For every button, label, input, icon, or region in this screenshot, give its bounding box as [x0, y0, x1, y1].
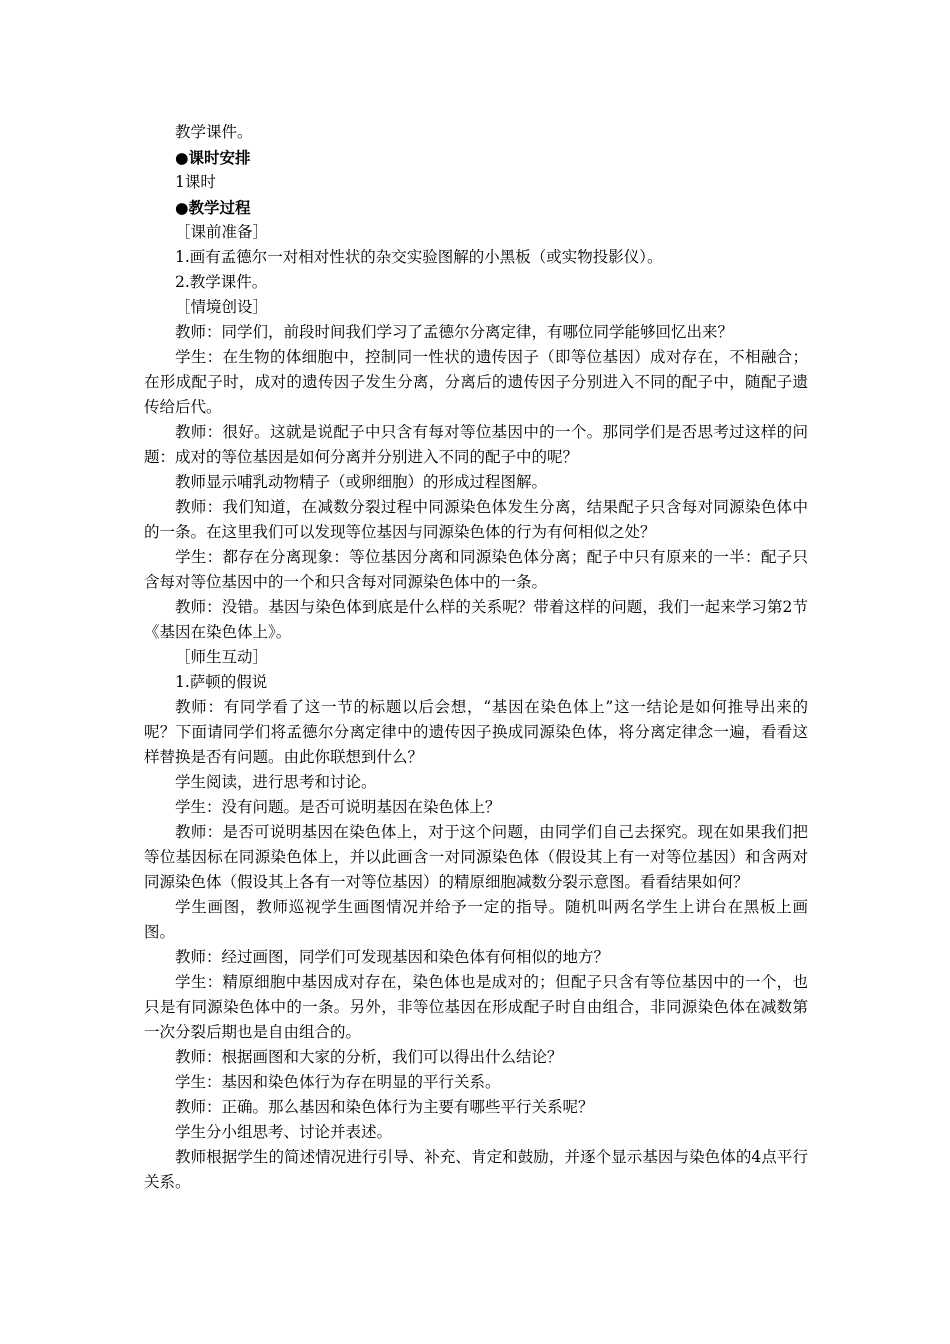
paragraph: 学生：精原细胞中基因成对存在，染色体也是成对的；但配子只含有等位基因中的一个，也只是有同源染色体中的一条。另外，非等位基因在形成配子时自由组合，非同源染色体在减数第一次分裂后期也是自由组合的。	[144, 973, 808, 1041]
paragraph: 教师：没错。基因与染色体到底是什么样的关系呢？带着这样的问题，我们一起来学习第2节《基因在染色体上》。	[144, 598, 808, 641]
paragraph: 教师：我们知道，在减数分裂过程中同源染色体发生分离，结果配子只含每对同源染色体中的一条。在这里我们可以发现等位基因与同源染色体的行为有何相似之处？	[144, 498, 808, 541]
paragraph: 学生：都存在分离现象：等位基因分离和同源染色体分离；配子中只有原来的一半：配子只含每对等位基因中的一个和只含每对同源染色体中的一条。	[144, 548, 808, 591]
paragraph: 1.画有孟德尔一对相对性状的杂交实验图解的小黑板（或实物投影仪）。	[175, 248, 663, 266]
section-heading: ●教学过程	[175, 198, 251, 217]
subsection-label: ［情境创设］	[175, 298, 269, 316]
document-page	[144, 120, 808, 1195]
paragraph: 教师：正确。那么基因和染色体行为主要有哪些平行关系呢？	[175, 1098, 594, 1116]
paragraph: 教师：有同学看了这一节的标题以后会想，“基因在染色体上”这一结论是如何推导出来的呢？下面请同学们将孟德尔分离定律中的遗传因子换成同源染色体，将分离定律念一遍，看看这样替换是否有问题。由此你联想到什么？	[144, 698, 808, 766]
paragraph: 学生：没有问题。是否可说明基因在染色体上？	[175, 798, 501, 816]
paragraph: 2.教学课件。	[175, 273, 268, 291]
paragraph: 教师根据学生的简述情况进行引导、补充、肯定和鼓励，并逐个显示基因与染色体的4点平行关系。	[144, 1148, 808, 1191]
paragraph: 教师：是否可说明基因在染色体上，对于这个问题，由同学们自己去探究。现在如果我们把等位基因标在同源染色体上，并以此画含一对同源染色体（假设其上有一对等位基因）和含两对同源染色体（假设其上各有一对等位基因）的精原细胞减数分裂示意图。看看结果如何？	[144, 823, 808, 891]
paragraph: 学生分小组思考、讨论并表述。	[175, 1123, 393, 1141]
paragraph: 教学课件。	[175, 123, 253, 141]
paragraph: 学生画图，教师巡视学生画图情况并给予一定的指导。随机叫两名学生上讲台在黑板上画图。	[144, 898, 808, 941]
section-heading: ●课时安排	[175, 148, 251, 167]
paragraph: 教师：同学们，前段时间我们学习了孟德尔分离定律，有哪位同学能够回忆出来？	[175, 323, 734, 341]
paragraph: 学生阅读，进行思考和讨论。	[175, 773, 377, 791]
paragraph: 1课时	[175, 173, 216, 191]
paragraph: 教师：很好。这就是说配子中只含有每对等位基因中的一个。那同学们是否思考过这样的问题：成对的等位基因是如何分离并分别进入不同的配子中的呢？	[144, 423, 808, 466]
paragraph: 学生：在生物的体细胞中，控制同一性状的遗传因子（即等位基因）成对存在，不相融合；在形成配子时，成对的遗传因子发生分离，分离后的遗传因子分别进入不同的配子中，随配子遗传给后代。	[144, 348, 808, 416]
paragraph: 教师：经过画图，同学们可发现基因和染色体有何相似的地方？	[175, 948, 610, 966]
paragraph: 教师显示哺乳动物精子（或卵细胞）的形成过程图解。	[175, 473, 548, 491]
subsection-label: ［课前准备］	[175, 223, 269, 241]
paragraph: 教师：根据画图和大家的分析，我们可以得出什么结论？	[175, 1048, 563, 1066]
paragraph: 学生：基因和染色体行为存在明显的平行关系。	[175, 1073, 501, 1091]
subsection-label: ［师生互动］	[175, 648, 269, 666]
paragraph: 1.萨顿的假说	[175, 673, 268, 691]
